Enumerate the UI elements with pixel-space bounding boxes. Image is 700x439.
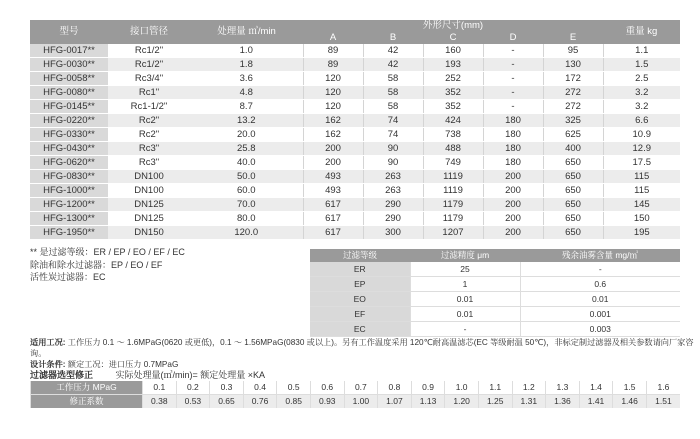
precision-cell: 0.01 (410, 307, 520, 322)
cell-a: 200 (303, 142, 363, 156)
pressure-cell: 1.3 (546, 381, 580, 395)
cell-d: 200 (483, 198, 543, 212)
cell-a: 617 (303, 212, 363, 226)
cell-a: 162 (303, 114, 363, 128)
cell-e: 650 (543, 226, 603, 240)
cell-b: 90 (363, 156, 423, 170)
cell-c: 352 (423, 86, 483, 100)
cell-e: 325 (543, 114, 603, 128)
cell-w: 145 (603, 198, 680, 212)
header-dim-a: A (329, 32, 337, 43)
pressure-cell: 0.2 (176, 381, 210, 395)
cell-w: 195 (603, 226, 680, 240)
cell-b: 74 (363, 128, 423, 142)
cell-w: 150 (603, 212, 680, 226)
cell-b: 58 (363, 72, 423, 86)
grade-cell: EO (310, 292, 410, 307)
cell-port: Rc3/4" (108, 72, 190, 86)
precision-cell: 25 (410, 262, 520, 277)
cell-c: 1179 (423, 198, 483, 212)
cell-e: 95 (543, 44, 603, 58)
pressure-cell: 1.4 (579, 381, 613, 395)
cell-e: 650 (543, 198, 603, 212)
header-dim-b: B (389, 32, 397, 43)
precision-cell: - (410, 322, 520, 337)
cell-w: 3.2 (603, 100, 680, 114)
cell-c: 749 (423, 156, 483, 170)
cell-model: HFG-0330** (30, 128, 108, 142)
factor-cell: 0.53 (176, 395, 210, 409)
pressure-cell: 0.5 (277, 381, 311, 395)
pressure-cell: 0.1 (143, 381, 177, 395)
cell-w: 115 (603, 170, 680, 184)
cell-model: HFG-0145** (30, 100, 108, 114)
cell-c: 352 (423, 100, 483, 114)
grade-cell: EP (310, 277, 410, 292)
pressure-cell: 1.2 (512, 381, 546, 395)
cell-w: 10.9 (603, 128, 680, 142)
cell-a: 120 (303, 86, 363, 100)
factor-cell: 1.20 (445, 395, 479, 409)
cell-model: HFG-0620** (30, 156, 108, 170)
cell-w: 115 (603, 184, 680, 198)
cell-a: 617 (303, 226, 363, 240)
grade-header: 过滤等级 (310, 249, 410, 262)
cell-e: 130 (543, 58, 603, 72)
cell-flow: 13.2 (190, 114, 303, 128)
cell-port: Rc3" (108, 142, 190, 156)
factor-cell: 0.93 (310, 395, 344, 409)
cell-b: 90 (363, 142, 423, 156)
cell-a: 200 (303, 156, 363, 170)
oil-content-cell: - (520, 262, 680, 277)
cell-a: 89 (303, 44, 363, 58)
cell-port: DN125 (108, 212, 190, 226)
pressure-cell: 0.9 (411, 381, 445, 395)
cell-e: 650 (543, 212, 603, 226)
table-row (310, 292, 680, 307)
design-label: 设计条件: (30, 360, 66, 369)
header-weight: 重量 kg (625, 26, 658, 37)
table-row (30, 198, 680, 212)
cell-port: Rc1" (108, 86, 190, 100)
cell-c: 1119 (423, 184, 483, 198)
cell-port: Rc2" (108, 128, 190, 142)
cell-flow: 8.7 (190, 100, 303, 114)
cell-model: HFG-0017** (30, 44, 108, 58)
cell-flow: 25.8 (190, 142, 303, 156)
table-row (30, 128, 680, 142)
factor-cell: 1.51 (646, 395, 680, 409)
grade-cell: EF (310, 307, 410, 322)
cell-a: 162 (303, 128, 363, 142)
cell-flow: 120.0 (190, 226, 303, 240)
table-row (30, 170, 680, 184)
cell-d: 180 (483, 156, 543, 170)
cell-d: 180 (483, 142, 543, 156)
table-row (30, 142, 680, 156)
header-dim-c: C (449, 32, 457, 43)
precision-cell: 0.01 (410, 292, 520, 307)
cell-model: HFG-1200** (30, 198, 108, 212)
header-port: 接口管径 (129, 26, 168, 37)
cell-port: DN150 (108, 226, 190, 240)
spec-table (30, 20, 680, 240)
factor-cell: 1.46 (613, 395, 647, 409)
cell-b: 290 (363, 212, 423, 226)
header-dimensions: 外形尺寸(mm) (422, 20, 484, 31)
note-line: 除油和除水过滤器：EP / EO / EF (30, 259, 163, 270)
cell-d: - (483, 44, 543, 58)
cell-model: HFG-0030** (30, 58, 108, 72)
oil-content-cell: 0.003 (520, 322, 680, 337)
factor-cell: 1.25 (478, 395, 512, 409)
table-row (30, 58, 680, 72)
cell-w: 6.6 (603, 114, 680, 128)
cell-e: 650 (543, 156, 603, 170)
cell-model: HFG-1000** (30, 184, 108, 198)
pressure-cell: 1.5 (613, 381, 647, 395)
pressure-cell: 0.3 (210, 381, 244, 395)
cell-d: - (483, 86, 543, 100)
cell-port: Rc1/2" (108, 44, 190, 58)
factor-cell: 0.76 (243, 395, 277, 409)
pressure-cell: 0.7 (344, 381, 378, 395)
cell-port: DN100 (108, 184, 190, 198)
cell-port: Rc3" (108, 156, 190, 170)
note-line: ** 是过滤等级：ER / EP / EO / EF / EC (30, 247, 185, 257)
table-row (30, 226, 680, 240)
cell-port: Rc1/2" (108, 58, 190, 72)
factor-cell: 1.07 (378, 395, 412, 409)
note-line: 活性炭过滤器：EC (30, 272, 106, 282)
cell-b: 290 (363, 198, 423, 212)
conditions-text: 工作压力 0.1 ～ 1.6MPaG(0620 或更低)，0.1 ～ 1.56MPaG(0830 或以上)。另有工作温度采用 120℃耐高温滤芯(EC 等级耐温 50℃)，非标定制过滤器及相关参数请向厂家咨询。 (30, 338, 694, 358)
cell-d: 200 (483, 184, 543, 198)
pressure-cell: 0.8 (378, 381, 412, 395)
precision-cell: 1 (410, 277, 520, 292)
pressure-cell: 0.6 (310, 381, 344, 395)
cell-e: 650 (543, 184, 603, 198)
cell-d: 180 (483, 114, 543, 128)
cell-w: 17.5 (603, 156, 680, 170)
cell-flow: 80.0 (190, 212, 303, 226)
cell-b: 58 (363, 100, 423, 114)
cell-model: HFG-0220** (30, 114, 108, 128)
cell-w: 2.5 (603, 72, 680, 86)
table-row (30, 72, 680, 86)
cell-d: 200 (483, 212, 543, 226)
cell-c: 1179 (423, 212, 483, 226)
cell-model: HFG-0430** (30, 142, 108, 156)
cell-e: 172 (543, 72, 603, 86)
cell-flow: 40.0 (190, 156, 303, 170)
table-row (310, 277, 680, 292)
table-row (30, 100, 680, 114)
cell-e: 272 (543, 100, 603, 114)
pressure-cell: 1.6 (646, 381, 680, 395)
factor-cell: 1.36 (546, 395, 580, 409)
cell-port: Rc1-1/2" (108, 100, 190, 114)
oil-content-cell: 0.01 (520, 292, 680, 307)
cell-d: 200 (483, 226, 543, 240)
grade-cell: EC (310, 322, 410, 337)
design-text: 额定工况：进口压力 0.7MPaG (67, 360, 179, 369)
cell-flow: 50.0 (190, 170, 303, 184)
cell-model: HFG-0830** (30, 170, 108, 184)
cell-c: 738 (423, 128, 483, 142)
pressure-cell: 1.0 (445, 381, 479, 395)
cell-model: HFG-1950** (30, 226, 108, 240)
pressure-cell: 1.1 (478, 381, 512, 395)
cell-flow: 20.0 (190, 128, 303, 142)
cell-flow: 1.8 (190, 58, 303, 72)
cell-c: 424 (423, 114, 483, 128)
factor-cell: 1.31 (512, 395, 546, 409)
cell-flow: 1.0 (190, 44, 303, 58)
cell-flow: 60.0 (190, 184, 303, 198)
header-dim-d: D (509, 32, 517, 43)
cell-d: 180 (483, 128, 543, 142)
cell-a: 120 (303, 72, 363, 86)
cell-e: 400 (543, 142, 603, 156)
cell-d: - (483, 72, 543, 86)
cell-d: 200 (483, 170, 543, 184)
factor-cell: 0.85 (277, 395, 311, 409)
correction-header (30, 368, 265, 381)
cell-flow: 3.6 (190, 72, 303, 86)
cell-c: 160 (423, 44, 483, 58)
cell-c: 1207 (423, 226, 483, 240)
factor-cell: 1.00 (344, 395, 378, 409)
factor-cell: 0.38 (143, 395, 177, 409)
table-row (310, 322, 680, 337)
cell-flow: 70.0 (190, 198, 303, 212)
correction-table (30, 381, 680, 408)
header-dim-e: E (569, 32, 577, 43)
cell-a: 493 (303, 184, 363, 198)
cell-c: 1119 (423, 170, 483, 184)
header-model: 型号 (59, 26, 79, 37)
table-row (310, 262, 680, 277)
cell-model: HFG-0080** (30, 86, 108, 100)
table-row (310, 307, 680, 322)
cell-b: 42 (363, 58, 423, 72)
factor-row-label: 修正系数 (31, 395, 143, 409)
cell-c: 252 (423, 72, 483, 86)
operating-conditions (30, 337, 700, 370)
cell-a: 493 (303, 170, 363, 184)
cell-e: 625 (543, 128, 603, 142)
factor-cell: 0.65 (210, 395, 244, 409)
pressure-cell: 0.4 (243, 381, 277, 395)
cell-c: 488 (423, 142, 483, 156)
cell-flow: 4.8 (190, 86, 303, 100)
cell-port: DN100 (108, 170, 190, 184)
cell-w: 1.5 (603, 58, 680, 72)
table-row (30, 44, 680, 58)
cell-b: 42 (363, 44, 423, 58)
cell-d: - (483, 58, 543, 72)
table-row (30, 184, 680, 198)
cell-a: 617 (303, 198, 363, 212)
filter-grade-notes (30, 246, 185, 284)
oil-content-cell: 0.6 (520, 277, 680, 292)
cell-b: 263 (363, 170, 423, 184)
table-row (30, 212, 680, 226)
pressure-row-label: 工作压力 MPaG (31, 381, 143, 395)
oil-content-cell: 0.001 (520, 307, 680, 322)
cell-e: 650 (543, 170, 603, 184)
oil-content-header: 残余油雾含量 mg/㎥ (520, 249, 680, 262)
cell-a: 89 (303, 58, 363, 72)
filter-grade-table (310, 249, 680, 337)
table-row (30, 114, 680, 128)
cell-w: 12.9 (603, 142, 680, 156)
cell-w: 3.2 (603, 86, 680, 100)
header-flow: 处理量 ㎥/min (217, 26, 276, 37)
cell-a: 120 (303, 100, 363, 114)
cell-b: 263 (363, 184, 423, 198)
cell-w: 1.1 (603, 44, 680, 58)
factor-cell: 1.13 (411, 395, 445, 409)
correction-formula: 实际处理量(㎥/min)= 额定处理量 ×KA (115, 370, 266, 380)
conditions-label: 适用工况: (30, 338, 66, 347)
grade-cell: ER (310, 262, 410, 277)
cell-d: - (483, 100, 543, 114)
cell-b: 300 (363, 226, 423, 240)
cell-port: Rc2" (108, 114, 190, 128)
cell-c: 193 (423, 58, 483, 72)
cell-model: HFG-1300** (30, 212, 108, 226)
table-row (30, 156, 680, 170)
cell-b: 58 (363, 86, 423, 100)
table-row (30, 86, 680, 100)
cell-model: HFG-0058** (30, 72, 108, 86)
cell-b: 74 (363, 114, 423, 128)
cell-e: 272 (543, 86, 603, 100)
correction-title: 过滤器选型修正 (30, 370, 94, 380)
precision-header: 过滤精度 μm (410, 249, 520, 262)
factor-cell: 1.41 (579, 395, 613, 409)
cell-port: DN125 (108, 198, 190, 212)
